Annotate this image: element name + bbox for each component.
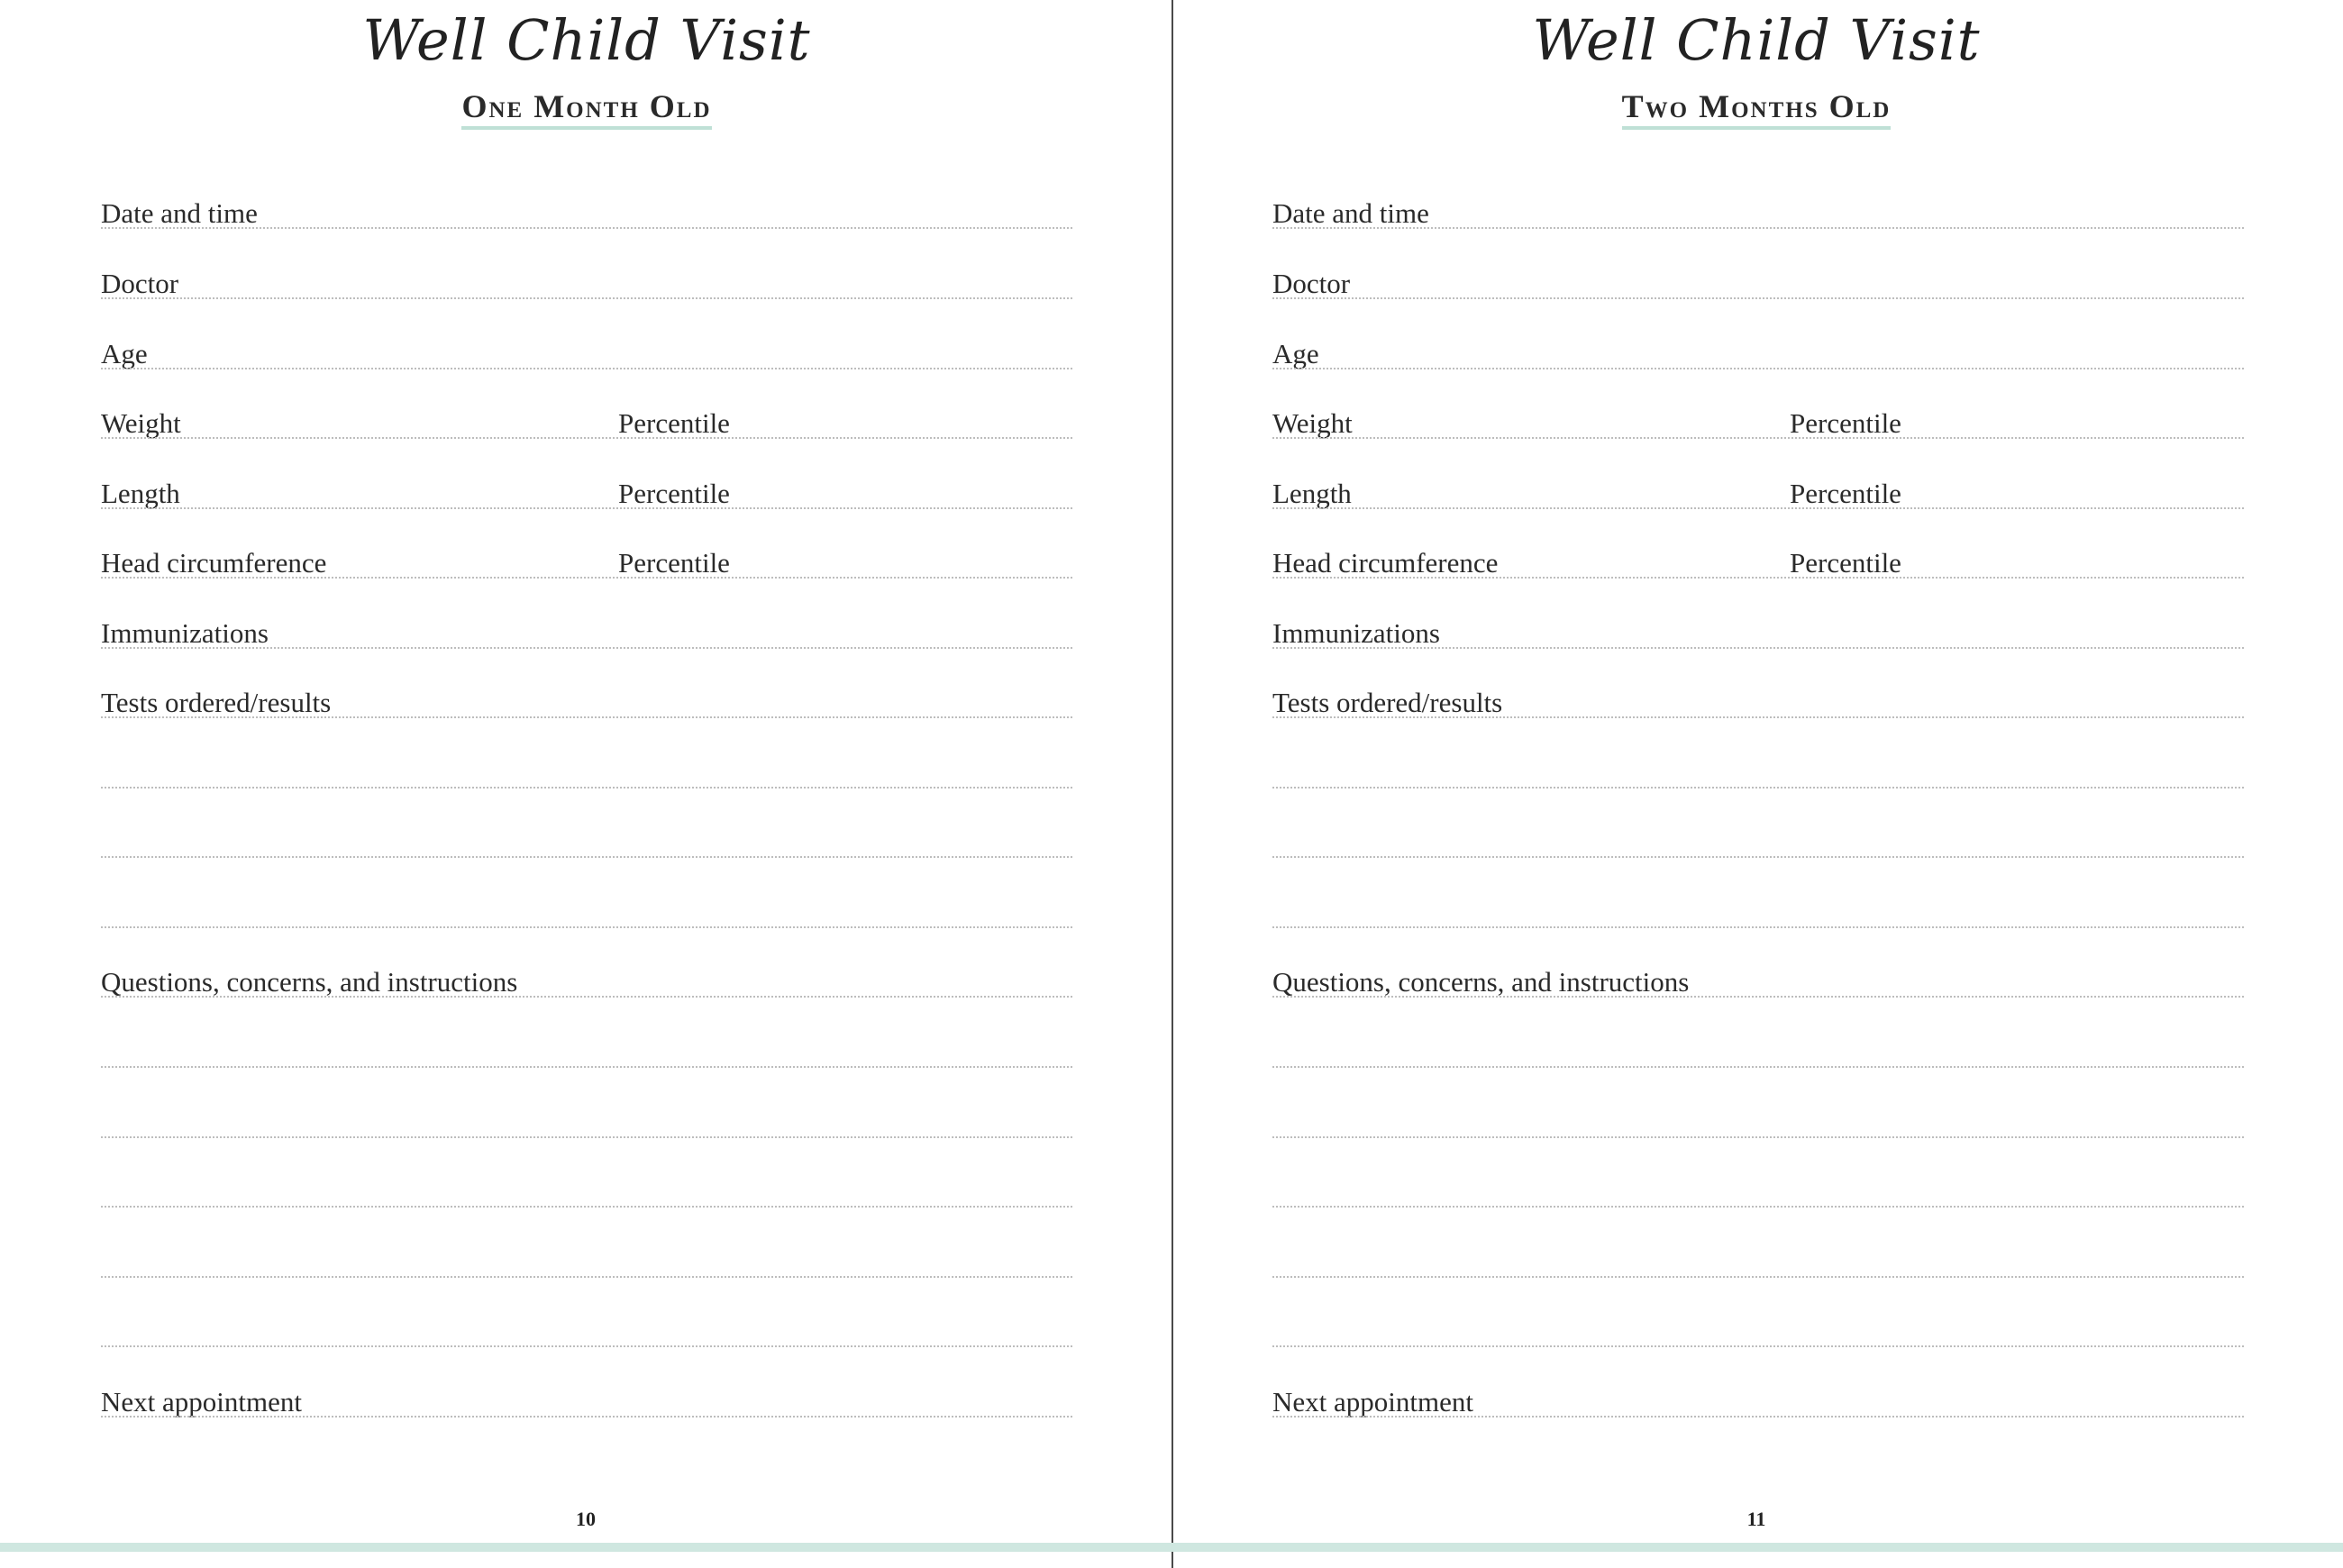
doctor-line[interactable] xyxy=(1272,297,2244,299)
immunizations-label: Immunizations xyxy=(101,617,269,649)
weight-percentile-label: Percentile xyxy=(618,407,730,439)
page-number: 10 xyxy=(576,1508,596,1530)
questions-line[interactable] xyxy=(1272,1206,2244,1208)
date-time-line[interactable] xyxy=(101,227,1072,229)
head-circumference-label: Head circumference xyxy=(101,547,327,579)
doctor-label: Doctor xyxy=(101,268,179,299)
doctor-line[interactable] xyxy=(101,297,1072,299)
questions-line[interactable] xyxy=(101,1345,1072,1347)
questions-line[interactable] xyxy=(1272,996,2244,998)
subtitle-wrap xyxy=(1171,90,2342,130)
date-time-line[interactable] xyxy=(1272,227,2244,229)
questions-line[interactable] xyxy=(101,1066,1072,1068)
questions-label: Questions, concerns, and instructions xyxy=(1272,966,1690,998)
tests-label: Tests ordered/results xyxy=(101,687,332,718)
length-percentile-label: Percentile xyxy=(618,478,730,509)
head-circumference-line[interactable] xyxy=(101,577,1072,579)
head-circumference-line[interactable] xyxy=(1272,577,2244,579)
weight-label: Weight xyxy=(1272,407,1353,439)
questions-line[interactable] xyxy=(1272,1066,2244,1068)
weight-percentile-label: Percentile xyxy=(1790,407,1901,439)
length-line[interactable] xyxy=(1272,507,2244,509)
tests-line[interactable] xyxy=(101,856,1072,858)
next-appointment-label: Next appointment xyxy=(1272,1386,1473,1418)
weight-line[interactable] xyxy=(1272,437,2244,439)
bottom-accent-band xyxy=(0,1543,2343,1552)
page-number: 11 xyxy=(1746,1508,1766,1530)
page-title: Well Child Visit xyxy=(1532,7,1981,73)
questions-line[interactable] xyxy=(101,1206,1072,1208)
date-time-label: Date and time xyxy=(101,197,258,229)
immunizations-line[interactable] xyxy=(101,647,1072,649)
head-percentile-label: Percentile xyxy=(618,547,730,579)
age-line[interactable] xyxy=(101,368,1072,369)
length-percentile-label: Percentile xyxy=(1790,478,1901,509)
length-line[interactable] xyxy=(101,507,1072,509)
doctor-label: Doctor xyxy=(1272,268,1351,299)
questions-label: Questions, concerns, and instructions xyxy=(101,966,518,998)
weight-label: Weight xyxy=(101,407,181,439)
page-subtitle: Two Months Old xyxy=(1622,90,1892,130)
tests-line[interactable] xyxy=(1272,856,2244,858)
length-label: Length xyxy=(101,478,180,509)
immunizations-label: Immunizations xyxy=(1272,617,1440,649)
age-line[interactable] xyxy=(1272,368,2244,369)
tests-label: Tests ordered/results xyxy=(1272,687,1503,718)
next-appointment-label: Next appointment xyxy=(101,1386,302,1418)
tests-line[interactable] xyxy=(1272,926,2244,928)
questions-line[interactable] xyxy=(1272,1136,2244,1138)
weight-line[interactable] xyxy=(101,437,1072,439)
tests-line[interactable] xyxy=(101,716,1072,718)
next-appointment-line[interactable] xyxy=(101,1416,1072,1418)
age-label: Age xyxy=(101,338,148,369)
subtitle-wrap xyxy=(1,90,1172,130)
right-page xyxy=(1172,0,2343,1568)
head-percentile-label: Percentile xyxy=(1790,547,1901,579)
date-time-label: Date and time xyxy=(1272,197,1429,229)
page-title: Well Child Visit xyxy=(362,7,811,73)
tests-line[interactable] xyxy=(101,787,1072,789)
age-label: Age xyxy=(1272,338,1319,369)
questions-line[interactable] xyxy=(101,1276,1072,1278)
questions-line[interactable] xyxy=(1272,1345,2244,1347)
questions-line[interactable] xyxy=(101,1136,1072,1138)
immunizations-line[interactable] xyxy=(1272,647,2244,649)
tests-line[interactable] xyxy=(101,926,1072,928)
questions-line[interactable] xyxy=(1272,1276,2244,1278)
head-circumference-label: Head circumference xyxy=(1272,547,1499,579)
next-appointment-line[interactable] xyxy=(1272,1416,2244,1418)
page-subtitle: One Month Old xyxy=(461,90,711,130)
questions-line[interactable] xyxy=(101,996,1072,998)
length-label: Length xyxy=(1272,478,1352,509)
tests-line[interactable] xyxy=(1272,716,2244,718)
tests-line[interactable] xyxy=(1272,787,2244,789)
